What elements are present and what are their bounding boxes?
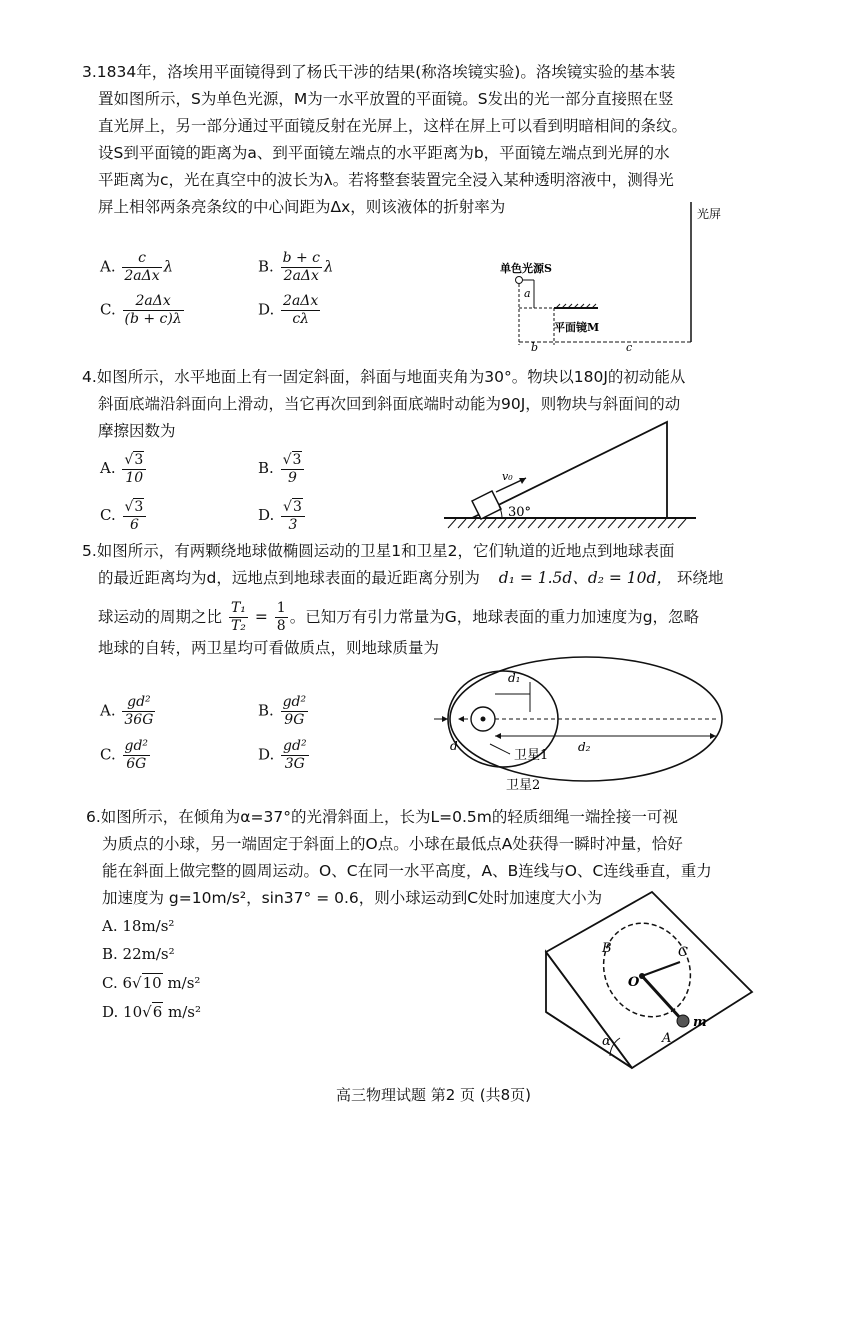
q3-line-2: 置如图所示，S为单色光源，M为一水平放置的平面镜。S发出的光一部分直接照在竖 (98, 90, 674, 108)
q6-label-a: A (662, 1031, 672, 1046)
q3-line-5: 平距离为c，光在真空中的波长为λ。若将整套装置完全浸入某种透明溶液中，测得光 (98, 171, 674, 189)
q6-label-o: O (628, 975, 640, 990)
q5-line-2 (98, 567, 723, 589)
q6-option-c: C. 6√10 m/s² (102, 974, 201, 992)
q6-option-b: B. 22m/s² (102, 945, 175, 963)
q4-option-a: A. $\frac{√3}{10}$ (100, 451, 148, 487)
q5-line-2-math: d₁ = 1.5d、d₂ = 10d， (498, 569, 672, 587)
q6-option-d: D. 10√6 m/s² (102, 1003, 201, 1021)
q3-option-d: D. $\frac{\text{2aΔx}}{c\lambda}$ (258, 293, 319, 327)
q3-option-a: A. $\frac{c}{\text{2aΔx}}$ λ (100, 250, 174, 284)
q3-figure-lloyd-mirror (498, 200, 723, 355)
q4-line-2: 斜面底端沿斜面向上滑动，当它再次回到斜面底端时动能为90J，则物块与斜面间的动 (98, 395, 681, 413)
q3-option-c: C. $\frac{\text{2aΔx}}{(b + c)\lambda}$ (100, 293, 182, 327)
q5-option-b: B. $\frac{\text{gd²}}{9G}$ (258, 694, 307, 728)
q3-option-b: B. $\frac{b + c}{\text{2aΔx}}$ λ (258, 250, 334, 284)
q5-line-3-text: 球运动的周期之比 (98, 608, 223, 626)
q6-line-2: 为质点的小球，另一端固定于斜面上的O点。小球在最低点A处获得一瞬时冲量，恰好 (102, 835, 683, 853)
q6-label-alpha: α (602, 1034, 611, 1049)
q6-line-1: 6.如图所示，在倾角为α=37°的光滑斜面上，长为L=0.5m的轻质细绳一端拴接一可视 (86, 808, 678, 826)
q3-line-3: 直光屏上，另一部分通过平面镜反射在光屏上，这样在屏上可以看到明暗相间的条纹。 (98, 117, 688, 135)
q4-option-b: B. $\frac{√3}{9}$ (258, 451, 306, 487)
q5-option-c: C. $\frac{\text{gd²}}{6G}$ (100, 738, 149, 772)
q5-option-d: D. $\frac{\text{gd²}}{3G}$ (258, 738, 307, 772)
q3-label-screen-1: 光屏 (697, 207, 722, 221)
q5-option-a: A. $\frac{\text{gd²}}{36G}$ (100, 694, 154, 728)
q3-label-c: c (626, 341, 633, 354)
q6-label-c: C (678, 945, 688, 960)
q4-option-d: D. $\frac{√3}{3}$ (258, 498, 307, 534)
q5-line-1: 5.如图所示，有两颗绕地球做椭圆运动的卫星1和卫星2，它们轨道的近地点到地球表面 (82, 542, 675, 560)
q5-line-4: 地球的自转，两卫星均可看做质点，则地球质量为 (98, 639, 440, 657)
q5-label-d1: d₁ (508, 671, 521, 685)
q5-line-2-end: 环绕地 (676, 569, 724, 587)
q4-figure-incline (442, 418, 700, 536)
q4-label-angle: 30° (508, 505, 532, 520)
q4-option-c: C. $\frac{√3}{6}$ (100, 498, 148, 534)
q3-line-1: 3.1834年，洛埃用平面镜得到了杨氏干涉的结果(称洛埃镜实验)。洛埃镜实验的基本装 (82, 63, 676, 81)
q6-line-3: 能在斜面上做完整的圆周运动。O、C在同一水平高度，A、B连线与O、C连线垂直，重力 (102, 862, 712, 880)
page-footer: 高三物理试题 第2 页 (共8页) (335, 1086, 532, 1104)
q5-line-2-text: 的最近距离均为d，远地点到地球表面的最近距离分别为 (98, 569, 480, 587)
q4-line-3: 摩擦因数为 (98, 422, 176, 440)
q5-label-d2: d₂ (578, 740, 591, 754)
q3-label-b: b (531, 341, 539, 354)
q5-line-3: 球运动的周期之比 $\frac{\text{T₁}}{\text{T₂}}$ = $\frac{1}{8}$ 。已知万有引力常量为G，地球表面的重力加速度为g，忽略 (98, 600, 700, 634)
q3-label-source: 单色光源S (500, 262, 552, 275)
q3-label-mirror: 平面镜M (554, 321, 600, 334)
q6-figure-incline-circle (540, 890, 760, 1075)
q5-figure-orbits (428, 652, 740, 794)
q5-label-d: d (450, 739, 458, 753)
q5-label-sat2: 卫星2 (506, 778, 541, 793)
q3-line-6: 屏上相邻两条亮条纹的中心间距为Δx，则该液体的折射率为 (98, 198, 506, 216)
q5-label-sat1: 卫星1 (514, 748, 549, 763)
q6-line-4: 加速度为 g=10m/s²，sin37° = 0.6，则小球运动到C处时加速度大小为 (102, 889, 603, 907)
q4-line-1: 4.如图所示，水平地面上有一固定斜面，斜面与地面夹角为30°。物块以180J的初动能从 (82, 368, 686, 386)
q4-label-v0: v₀ (502, 470, 513, 483)
q6-label-b: B (602, 941, 612, 956)
q6-label-m: m (693, 1015, 707, 1030)
q3-label-a: a (524, 287, 531, 300)
q6-option-a: A. 18m/s² (102, 917, 175, 935)
q3-line-4: 设S到平面镜的距离为a、到平面镜左端点的水平距离为b，平面镜左端点到光屏的水 (98, 144, 670, 162)
